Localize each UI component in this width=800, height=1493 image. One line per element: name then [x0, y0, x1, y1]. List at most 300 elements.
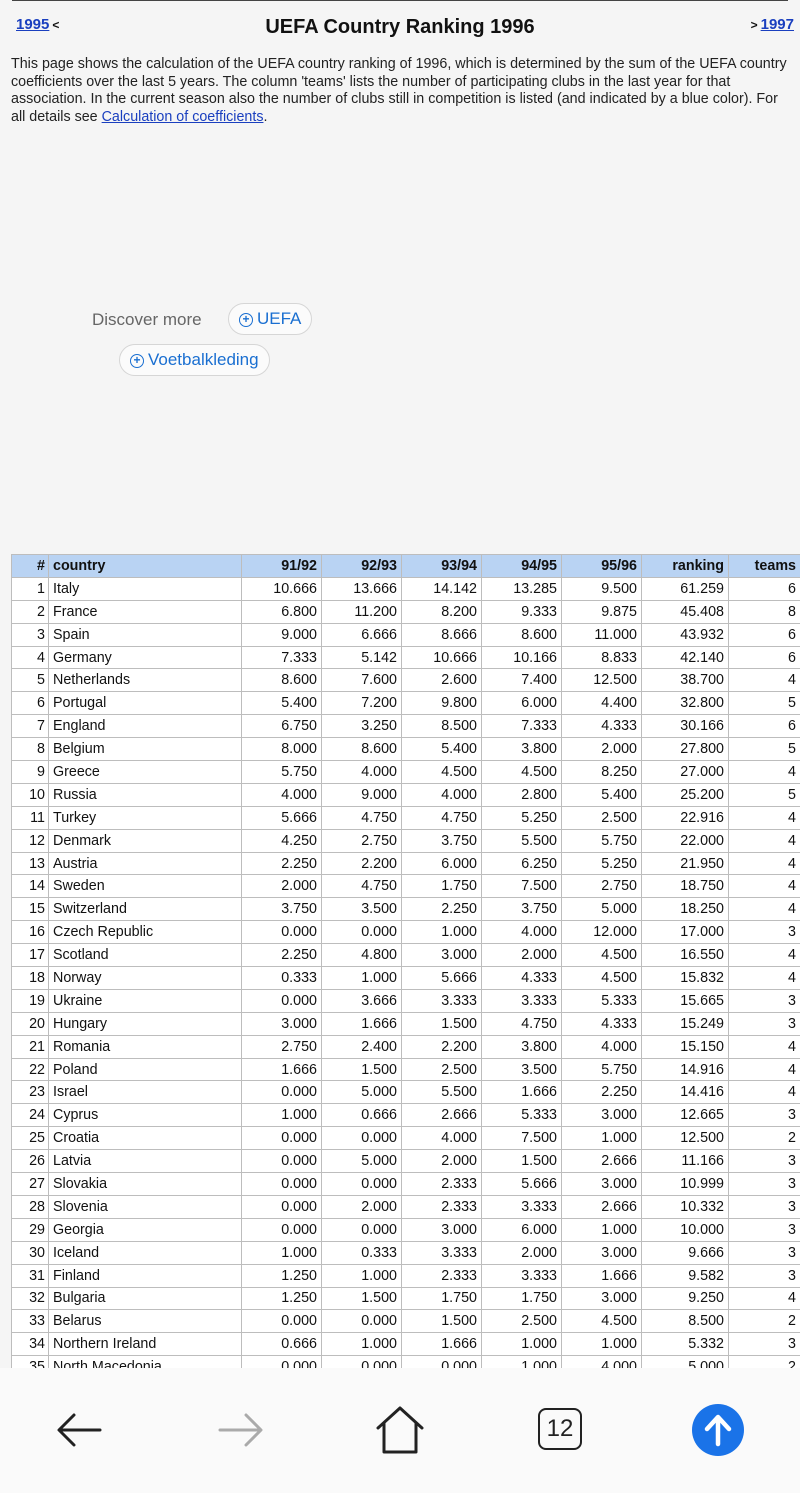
- cell-country: Italy: [49, 577, 242, 600]
- cell-rank: 2: [12, 600, 49, 623]
- cell-rank: 13: [12, 852, 49, 875]
- cell-9192: 1.000: [242, 1104, 322, 1127]
- col-header-teams[interactable]: teams: [729, 555, 800, 578]
- cell-9293: 3.500: [322, 898, 402, 921]
- cell-9495: 3.750: [482, 898, 562, 921]
- cell-ranking: 11.166: [642, 1150, 729, 1173]
- cell-9192: 0.000: [242, 1081, 322, 1104]
- cell-9394: 5.400: [402, 738, 482, 761]
- cell-teams: 4: [729, 875, 800, 898]
- cell-ranking: 9.250: [642, 1287, 729, 1310]
- cell-9293: 0.000: [322, 1173, 402, 1196]
- table-row: [12, 921, 800, 944]
- cell-9293: 5.142: [322, 646, 402, 669]
- cell-country: Portugal: [49, 692, 242, 715]
- cell-9192: 1.666: [242, 1058, 322, 1081]
- cell-9192: 10.666: [242, 577, 322, 600]
- cell-9293: 1.500: [322, 1287, 402, 1310]
- cell-teams: 4: [729, 852, 800, 875]
- cell-9596: 5.333: [562, 989, 642, 1012]
- table-row: [12, 738, 800, 761]
- cell-9596: 2.500: [562, 806, 642, 829]
- cell-9596: 3.000: [562, 1287, 642, 1310]
- cell-ranking: 10.999: [642, 1173, 729, 1196]
- table-row: [12, 1195, 800, 1218]
- cell-9394: 14.142: [402, 577, 482, 600]
- col-header-9394[interactable]: 93/94: [402, 555, 482, 578]
- cell-9394: 3.000: [402, 1218, 482, 1241]
- cell-ranking: 21.950: [642, 852, 729, 875]
- cell-9394: 2.000: [402, 1150, 482, 1173]
- cell-rank: 16: [12, 921, 49, 944]
- table-row: [12, 1264, 800, 1287]
- intro-paragraph: [11, 56, 789, 126]
- cell-9495: 10.166: [482, 646, 562, 669]
- calculation-link[interactable]: Calculation of coefficients: [101, 108, 264, 125]
- tabs-button[interactable]: [532, 1402, 588, 1458]
- cell-9596: 4.500: [562, 967, 642, 990]
- cell-teams: 3: [729, 1104, 800, 1127]
- cell-9596: 1.000: [562, 1333, 642, 1356]
- cell-9192: 1.250: [242, 1264, 322, 1287]
- cell-country: Denmark: [49, 829, 242, 852]
- cell-9596: 8.833: [562, 646, 642, 669]
- page-header: [0, 8, 800, 48]
- cell-ranking: 10.000: [642, 1218, 729, 1241]
- cell-9596: 4.333: [562, 1012, 642, 1035]
- cell-9192: 6.750: [242, 715, 322, 738]
- cell-rank: 10: [12, 783, 49, 806]
- cell-9596: 2.666: [562, 1195, 642, 1218]
- cell-9192: 3.750: [242, 898, 322, 921]
- cell-ranking: 45.408: [642, 600, 729, 623]
- ranking-table: [11, 554, 800, 1379]
- cell-country: Austria: [49, 852, 242, 875]
- cell-9192: 2.250: [242, 852, 322, 875]
- cell-9192: 8.000: [242, 738, 322, 761]
- forward-button[interactable]: [212, 1402, 268, 1458]
- cell-9394: 4.000: [402, 783, 482, 806]
- cell-9596: 4.000: [562, 1035, 642, 1058]
- cell-rank: 3: [12, 623, 49, 646]
- cell-9495: 6.000: [482, 1218, 562, 1241]
- cell-ranking: 25.200: [642, 783, 729, 806]
- cell-country: Ukraine: [49, 989, 242, 1012]
- cell-rank: 30: [12, 1241, 49, 1264]
- cell-9596: 1.000: [562, 1218, 642, 1241]
- cell-teams: 4: [729, 944, 800, 967]
- cell-rank: 28: [12, 1195, 49, 1218]
- cell-teams: 2: [729, 1127, 800, 1150]
- next-year-nav: [748, 16, 794, 33]
- browser-bottom-bar: [0, 1368, 800, 1493]
- table-row: [12, 761, 800, 784]
- cell-country: Germany: [49, 646, 242, 669]
- cell-9192: 0.000: [242, 1195, 322, 1218]
- table-row: [12, 623, 800, 646]
- cell-country: Finland: [49, 1264, 242, 1287]
- discover-chip-uefa[interactable]: [228, 303, 312, 335]
- table-row: [12, 898, 800, 921]
- cell-country: Northern Ireland: [49, 1333, 242, 1356]
- cell-ranking: 14.916: [642, 1058, 729, 1081]
- cell-9596: 5.400: [562, 783, 642, 806]
- cell-9495: 7.400: [482, 669, 562, 692]
- table-row: [12, 1058, 800, 1081]
- cell-rank: 19: [12, 989, 49, 1012]
- home-icon: [372, 1402, 428, 1458]
- cell-9394: 8.666: [402, 623, 482, 646]
- cell-country: Romania: [49, 1035, 242, 1058]
- cell-9495: 4.750: [482, 1012, 562, 1035]
- cell-rank: 31: [12, 1264, 49, 1287]
- table-row: [12, 1104, 800, 1127]
- cell-9192: 5.750: [242, 761, 322, 784]
- cell-country: Croatia: [49, 1127, 242, 1150]
- tabs-icon: 12: [538, 1408, 582, 1450]
- cell-country: Netherlands: [49, 669, 242, 692]
- cell-rank: 29: [12, 1218, 49, 1241]
- cell-9394: 2.600: [402, 669, 482, 692]
- cell-teams: 3: [729, 1264, 800, 1287]
- cell-9394: 4.750: [402, 806, 482, 829]
- cell-9192: 0.333: [242, 967, 322, 990]
- cell-9192: 6.800: [242, 600, 322, 623]
- col-header-9596[interactable]: 95/96: [562, 555, 642, 578]
- cell-9293: 4.750: [322, 806, 402, 829]
- cell-9596: 9.500: [562, 577, 642, 600]
- cell-rank: 32: [12, 1287, 49, 1310]
- back-button[interactable]: [52, 1402, 108, 1458]
- cell-9394: 2.250: [402, 898, 482, 921]
- cell-9192: 3.000: [242, 1012, 322, 1035]
- cell-country: Belarus: [49, 1310, 242, 1333]
- cell-teams: 6: [729, 715, 800, 738]
- cell-9596: 2.750: [562, 875, 642, 898]
- cell-teams: 4: [729, 1287, 800, 1310]
- table-row: [12, 1218, 800, 1241]
- cell-9596: 1.000: [562, 1127, 642, 1150]
- cell-ranking: 30.166: [642, 715, 729, 738]
- table-header-row: [12, 555, 800, 578]
- cell-rank: 23: [12, 1081, 49, 1104]
- cell-country: France: [49, 600, 242, 623]
- cell-9596: 12.000: [562, 921, 642, 944]
- cell-ranking: 18.750: [642, 875, 729, 898]
- page-title: UEFA Country Ranking 1996: [265, 16, 535, 38]
- cell-9495: 7.333: [482, 715, 562, 738]
- table-row: [12, 577, 800, 600]
- cell-9293: 0.666: [322, 1104, 402, 1127]
- cell-rank: 34: [12, 1333, 49, 1356]
- cell-teams: 5: [729, 692, 800, 715]
- cell-9293: 3.250: [322, 715, 402, 738]
- cell-country: Russia: [49, 783, 242, 806]
- cell-9394: 1.000: [402, 921, 482, 944]
- cell-rank: 4: [12, 646, 49, 669]
- cell-country: Switzerland: [49, 898, 242, 921]
- cell-ranking: 18.250: [642, 898, 729, 921]
- col-header-country[interactable]: country: [49, 555, 242, 578]
- cell-rank: 9: [12, 761, 49, 784]
- cell-9293: 3.666: [322, 989, 402, 1012]
- cell-9596: 8.250: [562, 761, 642, 784]
- cell-country: Cyprus: [49, 1104, 242, 1127]
- cell-9192: 9.000: [242, 623, 322, 646]
- cell-ranking: 10.332: [642, 1195, 729, 1218]
- cell-9293: 0.000: [322, 1218, 402, 1241]
- table-row: [12, 1173, 800, 1196]
- cell-ranking: 27.800: [642, 738, 729, 761]
- cell-9394: 5.666: [402, 967, 482, 990]
- top-divider: [12, 0, 788, 1]
- cell-9495: 5.500: [482, 829, 562, 852]
- prev-year-link[interactable]: 1995: [16, 16, 50, 33]
- next-arrow: >: [750, 18, 758, 32]
- cell-ranking: 43.932: [642, 623, 729, 646]
- cell-9192: 7.333: [242, 646, 322, 669]
- cell-9394: 1.500: [402, 1012, 482, 1035]
- cell-rank: 12: [12, 829, 49, 852]
- cell-ranking: 22.916: [642, 806, 729, 829]
- cell-country: Scotland: [49, 944, 242, 967]
- cell-ranking: 16.550: [642, 944, 729, 967]
- cell-9192: 2.750: [242, 1035, 322, 1058]
- cell-teams: 4: [729, 1081, 800, 1104]
- cell-ranking: 14.416: [642, 1081, 729, 1104]
- cell-9495: 6.250: [482, 852, 562, 875]
- table-row: [12, 692, 800, 715]
- cell-ranking: 5.332: [642, 1333, 729, 1356]
- cell-9293: 6.666: [322, 623, 402, 646]
- table-row: [12, 1333, 800, 1356]
- cell-9192: 1.250: [242, 1287, 322, 1310]
- cell-country: England: [49, 715, 242, 738]
- cell-9394: 4.000: [402, 1127, 482, 1150]
- cell-9293: 5.000: [322, 1150, 402, 1173]
- table-row: [12, 829, 800, 852]
- cell-ranking: 32.800: [642, 692, 729, 715]
- cell-9293: 0.000: [322, 1310, 402, 1333]
- cell-9596: 4.400: [562, 692, 642, 715]
- cell-9394: 1.750: [402, 875, 482, 898]
- cell-9394: 2.500: [402, 1058, 482, 1081]
- cell-9596: 5.750: [562, 829, 642, 852]
- cell-9495: 1.500: [482, 1150, 562, 1173]
- cell-ranking: 12.665: [642, 1104, 729, 1127]
- cell-9192: 0.000: [242, 921, 322, 944]
- cell-ranking: 9.666: [642, 1241, 729, 1264]
- cell-9495: 4.333: [482, 967, 562, 990]
- cell-9293: 9.000: [322, 783, 402, 806]
- chip-label: Voetbalkleding: [148, 350, 259, 369]
- cell-9495: 3.333: [482, 1195, 562, 1218]
- cell-9293: 7.600: [322, 669, 402, 692]
- cell-teams: 3: [729, 1241, 800, 1264]
- cell-country: Czech Republic: [49, 921, 242, 944]
- cell-teams: 2: [729, 1310, 800, 1333]
- table-row: [12, 944, 800, 967]
- cell-9495: 2.500: [482, 1310, 562, 1333]
- cell-rank: 5: [12, 669, 49, 692]
- cell-9495: 3.333: [482, 1264, 562, 1287]
- cell-teams: 6: [729, 577, 800, 600]
- chip-label: UEFA: [257, 309, 302, 328]
- cell-country: Spain: [49, 623, 242, 646]
- cell-9192: 5.666: [242, 806, 322, 829]
- scroll-up-button[interactable]: [690, 1402, 746, 1458]
- cell-9495: 7.500: [482, 1127, 562, 1150]
- col-header-rank[interactable]: #: [12, 555, 49, 578]
- cell-9394: 3.333: [402, 989, 482, 1012]
- cell-9192: 8.600: [242, 669, 322, 692]
- cell-rank: 25: [12, 1127, 49, 1150]
- cell-teams: 3: [729, 921, 800, 944]
- cell-teams: 3: [729, 1173, 800, 1196]
- plus-circle-icon: +: [130, 354, 144, 368]
- col-header-9192[interactable]: 91/92: [242, 555, 322, 578]
- cell-teams: 8: [729, 600, 800, 623]
- col-header-9293[interactable]: 92/93: [322, 555, 402, 578]
- cell-rank: 7: [12, 715, 49, 738]
- cell-9495: 7.500: [482, 875, 562, 898]
- cell-9192: 1.000: [242, 1241, 322, 1264]
- back-arrow-icon: [52, 1402, 108, 1458]
- table-row: [12, 875, 800, 898]
- cell-rank: 15: [12, 898, 49, 921]
- cell-teams: 4: [729, 669, 800, 692]
- table-row: [12, 600, 800, 623]
- cell-9394: 4.500: [402, 761, 482, 784]
- table-row: [12, 1310, 800, 1333]
- cell-9596: 2.250: [562, 1081, 642, 1104]
- cell-9293: 13.666: [322, 577, 402, 600]
- cell-rank: 21: [12, 1035, 49, 1058]
- table-row: [12, 783, 800, 806]
- home-button[interactable]: [372, 1402, 428, 1458]
- table-row: [12, 646, 800, 669]
- table-row: [12, 852, 800, 875]
- cell-rank: 18: [12, 967, 49, 990]
- forward-arrow-icon: [212, 1402, 268, 1458]
- cell-9596: 5.000: [562, 898, 642, 921]
- cell-9495: 9.333: [482, 600, 562, 623]
- cell-9495: 2.000: [482, 944, 562, 967]
- table-row: [12, 669, 800, 692]
- cell-rank: 8: [12, 738, 49, 761]
- cell-9495: 13.285: [482, 577, 562, 600]
- discover-more-label: Discover more: [92, 310, 202, 329]
- cell-9192: 0.000: [242, 989, 322, 1012]
- cell-9394: 9.800: [402, 692, 482, 715]
- cell-country: Slovakia: [49, 1173, 242, 1196]
- col-header-ranking[interactable]: ranking: [642, 555, 729, 578]
- cell-country: Slovenia: [49, 1195, 242, 1218]
- table-row: [12, 1081, 800, 1104]
- cell-teams: 4: [729, 806, 800, 829]
- cell-9293: 2.400: [322, 1035, 402, 1058]
- discover-chip-voetbalkleding[interactable]: [119, 344, 270, 376]
- cell-9192: 0.000: [242, 1173, 322, 1196]
- cell-9394: 3.333: [402, 1241, 482, 1264]
- cell-9495: 5.333: [482, 1104, 562, 1127]
- cell-9293: 5.000: [322, 1081, 402, 1104]
- cell-teams: 3: [729, 1333, 800, 1356]
- cell-teams: 5: [729, 738, 800, 761]
- cell-ranking: 27.000: [642, 761, 729, 784]
- cell-ranking: 15.249: [642, 1012, 729, 1035]
- cell-9293: 11.200: [322, 600, 402, 623]
- cell-9495: 8.600: [482, 623, 562, 646]
- cell-9495: 1.000: [482, 1333, 562, 1356]
- cell-9495: 4.000: [482, 921, 562, 944]
- cell-rank: 26: [12, 1150, 49, 1173]
- cell-9293: 4.800: [322, 944, 402, 967]
- cell-9596: 1.666: [562, 1264, 642, 1287]
- cell-9192: 4.000: [242, 783, 322, 806]
- cell-teams: 6: [729, 646, 800, 669]
- cell-country: Turkey: [49, 806, 242, 829]
- cell-9394: 2.333: [402, 1173, 482, 1196]
- cell-9596: 12.500: [562, 669, 642, 692]
- table-row: [12, 967, 800, 990]
- cell-country: Hungary: [49, 1012, 242, 1035]
- cell-country: Iceland: [49, 1241, 242, 1264]
- cell-teams: 4: [729, 898, 800, 921]
- cell-9596: 4.500: [562, 1310, 642, 1333]
- cell-9394: 1.500: [402, 1310, 482, 1333]
- plus-circle-icon: +: [239, 313, 253, 327]
- cell-9293: 2.000: [322, 1195, 402, 1218]
- table-row: [12, 1012, 800, 1035]
- cell-9293: 8.600: [322, 738, 402, 761]
- cell-teams: 3: [729, 1195, 800, 1218]
- cell-ranking: 42.140: [642, 646, 729, 669]
- cell-9192: 0.000: [242, 1310, 322, 1333]
- table-row: [12, 1127, 800, 1150]
- col-header-9495[interactable]: 94/95: [482, 555, 562, 578]
- cell-rank: 22: [12, 1058, 49, 1081]
- intro-end: .: [263, 108, 268, 125]
- cell-ranking: 8.500: [642, 1310, 729, 1333]
- table-body: [12, 577, 800, 1378]
- cell-9394: 5.500: [402, 1081, 482, 1104]
- scroll-up-icon: [690, 1402, 746, 1458]
- cell-country: Belgium: [49, 738, 242, 761]
- cell-country: Georgia: [49, 1218, 242, 1241]
- cell-9394: 2.666: [402, 1104, 482, 1127]
- cell-country: Poland: [49, 1058, 242, 1081]
- cell-9293: 1.000: [322, 967, 402, 990]
- table-row: [12, 715, 800, 738]
- cell-9495: 5.250: [482, 806, 562, 829]
- cell-9394: 10.666: [402, 646, 482, 669]
- cell-country: Norway: [49, 967, 242, 990]
- cell-9293: 0.333: [322, 1241, 402, 1264]
- cell-rank: 14: [12, 875, 49, 898]
- cell-teams: 5: [729, 783, 800, 806]
- prev-arrow: <: [52, 18, 60, 32]
- cell-9495: 2.000: [482, 1241, 562, 1264]
- cell-9596: 4.500: [562, 944, 642, 967]
- cell-rank: 6: [12, 692, 49, 715]
- cell-country: Bulgaria: [49, 1287, 242, 1310]
- cell-9495: 1.750: [482, 1287, 562, 1310]
- cell-9596: 4.333: [562, 715, 642, 738]
- next-year-link[interactable]: 1997: [760, 16, 794, 33]
- cell-9596: 5.750: [562, 1058, 642, 1081]
- cell-9293: 0.000: [322, 921, 402, 944]
